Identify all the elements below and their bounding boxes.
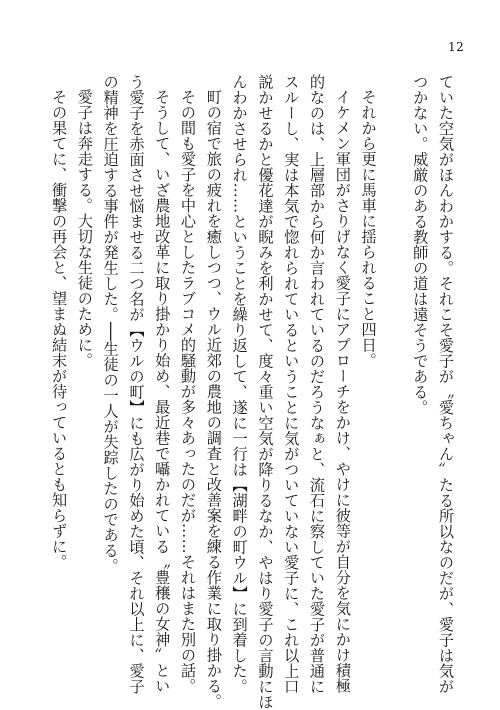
text-line: ていた空気がほんわかする。それこそ愛子が〝愛ちゃん〟たる所以なのだが、愛子は気が <box>437 74 455 694</box>
text-line: その果てに、衝撃の再会と、望まぬ結末が待っているとも知らずに。 <box>50 89 69 570</box>
text-line: そうして、いざ農地改革に取り掛かり始め、最近巷で囁かれている〝豊穣の女神〟とい <box>153 89 172 694</box>
text-line: つかない。威厳のある教師の道は遠そうである。 <box>411 74 430 415</box>
blank-line <box>381 74 407 664</box>
text-line: それから更に馬車に揺られること四日。 <box>359 89 378 368</box>
text-line: イケメン軍団がさりげなく愛子にアプローチをかけ、やけに彼等が自分を気にかけ積極 <box>333 89 352 694</box>
text-line: 愛子は奔走する。大切な生徒のために。 <box>75 89 94 368</box>
text-line: その間も愛子を中心としたラブコメ的騒動が多々あったのだが……それはまた別の話。 <box>179 89 198 694</box>
text-line: んわかさせられ……ということを繰り返して、遂に一行は【湖畔の町ウル】に到着した。 <box>230 74 249 694</box>
text-line: スルーし、実は本気で惚れられているということに気がついていない愛子に、これ以上口 <box>282 74 301 694</box>
text-line: の精神を圧迫する事件が発生した。──生徒の一人が失踪したのである。 <box>101 74 120 574</box>
text-line: 町の宿で旅の疲れを癒しつつ、ウル近郊の農地の調査と改善案を練る作業に取り掛かる。 <box>204 89 223 709</box>
body-text <box>45 74 458 710</box>
page-number: 12 <box>448 40 465 54</box>
text-line: う愛子を赤面させ悩ませる二つ名が【ウルの町】にも広がり始めた頃、それ以上に、愛子 <box>127 74 146 694</box>
text-line: 的なのは、上層部から何か言われているのだろうなぁと、流石に察していた愛子が普通に <box>308 74 327 694</box>
text-line: 説かせるかと優花達が睨みを利かせて、度々重い空気が降りるなか、やはり愛子の言動にほ <box>256 74 275 710</box>
